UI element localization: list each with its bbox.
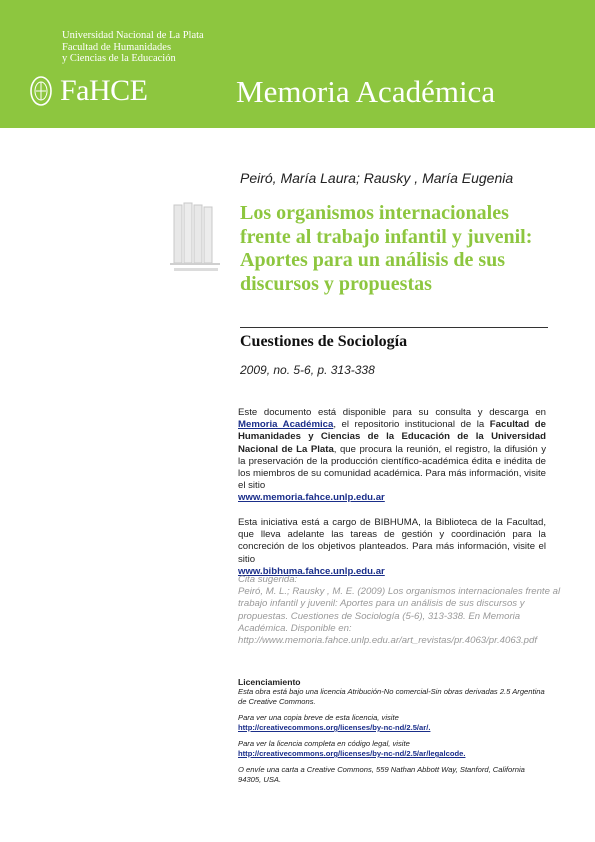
suggested-citation-label: Cita sugerida:	[238, 574, 298, 585]
license-short-link[interactable]: http://creativecommons.org/licenses/by-nc-nd/2.5/ar/.	[238, 723, 431, 732]
divider	[240, 327, 548, 328]
license-mail-text: O envíe una carta a Creative Commons, 559 Nathan Abbott Way, Stanford, California 94305, USA.	[238, 765, 525, 784]
citation-details: 2009, no. 5-6, p. 313-338	[240, 363, 375, 377]
suggested-citation-text: Peiró, M. L.; Rausky , M. E. (2009) Los organismos internacionales frente al trabajo infantil y juvenil: Aportes para un análisis de sus discursos y propuestas. Cuestiones de Sociología (5-6), 313-338. En Memoria Académica. Disponible en:	[238, 586, 561, 634]
fahce-logo-text: FaHCE	[60, 74, 148, 107]
faculty-name: Facultad de Humanidades y Ciencias de la Educación de la Universidad Nacional de La Plata	[238, 419, 546, 455]
seal-icon	[29, 74, 53, 108]
suggested-citation-url[interactable]: http://www.memoria.fahce.unlp.edu.ar/art_revistas/pr.4063/pr.4063.pdf	[238, 635, 537, 647]
institution-line-1: Universidad Nacional de La Plata	[62, 30, 204, 41]
journal-name: Cuestiones de Sociología	[240, 333, 408, 350]
license-heading: Licenciamiento	[238, 677, 301, 687]
bibhuma-url-link[interactable]: www.bibhuma.fahce.unlp.edu.ar	[238, 565, 385, 577]
license-full-link[interactable]: http://creativecommons.org/licenses/by-nc-nd/2.5/ar/legalcode.	[238, 749, 466, 758]
institution-name	[62, 30, 204, 65]
license-text: Esta obra está bajo una licencia Atribución-No comercial-Sin obras derivadas 2.5 Argentina de Creative Commons.	[238, 687, 545, 706]
license-short-text: Para ver una copia breve de esta licencia, visite	[238, 713, 399, 722]
about-mid: , el repositorio institucional de la	[333, 419, 485, 431]
license-section	[238, 677, 548, 785]
bibhuma-text: Esta iniciativa está a cargo de BIBHUMA, la Biblioteca de la Facultad, que lleva adelante las tareas de gestión y coordinación para la concreción de los objetivos planteados. Para más información, visite el sitio	[238, 517, 546, 565]
authors: Peiró, María Laura; Rausky , María Eugenia	[240, 170, 514, 186]
about-paragraph	[238, 407, 546, 505]
suggested-citation	[238, 574, 568, 647]
about-rest: , que procura la reunión, el registro, la difusión y la preservación de la producción científico-académica édita e inédita de los miembros de su comunidad académica. Para más información, visite el sitio	[238, 443, 547, 492]
about-intro: Este documento está disponible para su consulta y descarga en	[238, 407, 546, 418]
article-title: Los organismos internacionales frente al trabajo infantil y juvenil: Aportes para un análisis de sus discursos y propuestas	[240, 202, 533, 295]
header-banner	[0, 0, 595, 128]
memoria-url-link[interactable]: www.memoria.fahce.unlp.edu.ar	[238, 492, 385, 504]
institution-line-2: Facultad de Humanidades	[62, 41, 172, 53]
license-full-text: Para ver la licencia completa en código legal, visite	[238, 739, 410, 748]
institution-line-3: y Ciencias de la Educación	[62, 53, 176, 64]
bibhuma-paragraph	[238, 517, 546, 578]
repository-name[interactable]: Memoria Académica	[236, 74, 496, 109]
memoria-link[interactable]: Memoria Académica	[238, 419, 334, 431]
books-icon	[168, 201, 224, 277]
